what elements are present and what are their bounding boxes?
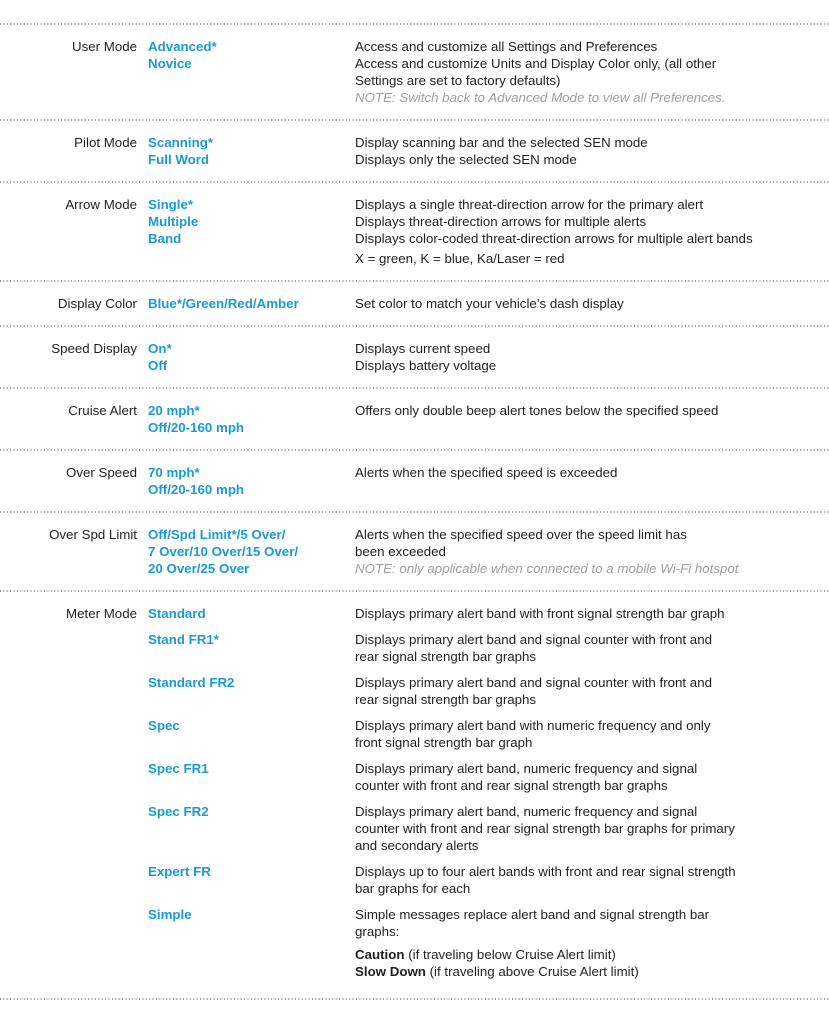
setting-label: Over Speed <box>66 465 137 480</box>
setting-row-display-color <box>0 282 829 325</box>
option-value: 20 mph* <box>148 403 200 418</box>
caution-label: Caution <box>355 947 405 962</box>
setting-label: Arrow Mode <box>65 197 137 212</box>
slow-down-label: Slow Down <box>355 964 426 979</box>
setting-description <box>355 760 823 794</box>
description-line: X = green, K = blue, Ka/Laser = red <box>355 251 565 266</box>
description-line: Alerts when the specified speed over the speed limit has <box>355 527 687 542</box>
description-line: Offers only double beep alert tones below the specified speed <box>355 403 719 418</box>
meter-entry-stand-fr1 <box>148 631 823 665</box>
description-line: and secondary alerts <box>355 838 479 853</box>
option-value: Simple <box>148 907 192 922</box>
setting-description <box>355 863 823 897</box>
setting-description <box>355 906 823 980</box>
description-line: counter with front and rear signal strength bar graphs <box>355 778 668 793</box>
option-value: Band <box>148 231 182 246</box>
setting-row-over-speed <box>0 451 829 511</box>
setting-options <box>148 526 344 577</box>
option-value: Stand FR1* <box>148 632 219 647</box>
description-line: Displays current speed <box>355 341 491 356</box>
description-line: rear signal strength bar graphs <box>355 692 537 707</box>
option-value: Multiple <box>148 214 199 229</box>
setting-label: Over Spd Limit <box>49 527 137 542</box>
setting-label: Cruise Alert <box>68 403 137 418</box>
description-line: Settings are set to factory defaults) <box>355 73 561 88</box>
description-line: Displays primary alert band with numeric frequency and only <box>355 718 711 733</box>
option-value: Blue*/Green/Red/Amber <box>148 296 299 311</box>
setting-description <box>355 38 823 106</box>
option-value: Off <box>148 358 168 373</box>
option-value: Scanning* <box>148 135 214 150</box>
setting-description <box>355 134 823 168</box>
setting-row-pilot-mode <box>0 121 829 181</box>
meter-entry-spec <box>148 717 823 751</box>
description-line: Displays a single threat-direction arrow for the primary alert <box>355 197 704 212</box>
description-line: Displays up to four alert bands with front and rear signal strength <box>355 864 736 879</box>
setting-row-speed-display <box>0 327 829 387</box>
setting-options <box>148 464 344 498</box>
description-line: counter with front and rear signal strength bar graphs for primary <box>355 821 735 836</box>
option-value: Spec FR1 <box>148 761 209 776</box>
description-line: Displays primary alert band, numeric frequency and signal <box>355 761 698 776</box>
caution-condition: (if traveling below Cruise Alert limit) <box>404 947 616 962</box>
setting-description <box>355 674 823 708</box>
option-value: Off/20-160 mph <box>148 420 245 435</box>
description-line: Set color to match your vehicle’s dash display <box>355 296 624 311</box>
setting-options <box>148 134 344 168</box>
setting-options <box>148 38 344 106</box>
setting-label: Meter Mode <box>66 606 137 621</box>
setting-row-cruise-alert <box>0 389 829 449</box>
option-value: 7 Over/10 Over/15 Over/ <box>148 544 299 559</box>
option-value: On* <box>148 341 172 356</box>
description-line: Displays battery voltage <box>355 358 497 373</box>
setting-description <box>355 717 823 751</box>
setting-description <box>355 196 823 267</box>
meter-entry-standard <box>148 605 823 622</box>
meter-mode-entries <box>148 605 823 980</box>
description-line: Displays threat-direction arrows for multiple alerts <box>355 214 647 229</box>
description-line: Displays primary alert band and signal counter with front and <box>355 632 712 647</box>
description-line: Simple messages replace alert band and signal strength bar <box>355 907 710 922</box>
setting-options <box>148 402 344 436</box>
top-spacer <box>0 0 829 23</box>
setting-row-user-mode <box>0 25 829 119</box>
description-line: been exceeded <box>355 544 446 559</box>
description-line: Displays primary alert band, numeric frequency and signal <box>355 804 698 819</box>
option-value: 70 mph* <box>148 465 200 480</box>
slow-down-message-line <box>355 963 823 980</box>
meter-entry-simple <box>148 906 823 980</box>
setting-description <box>355 605 823 622</box>
setting-label: Speed Display <box>51 341 137 356</box>
description-line: Displays primary alert band and signal counter with front and <box>355 675 712 690</box>
description-line: Access and customize Units and Display Color only, (all other <box>355 56 717 71</box>
option-value: Full Word <box>148 152 210 167</box>
caution-message-line <box>355 946 823 963</box>
option-value: Off/20-160 mph <box>148 482 245 497</box>
setting-label: Pilot Mode <box>74 135 137 150</box>
option-value: Standard FR2 <box>148 675 235 690</box>
option-value: Standard <box>148 606 206 621</box>
setting-label: User Mode <box>71 39 137 54</box>
setting-description <box>355 526 823 577</box>
option-value: Expert FR <box>148 864 211 879</box>
setting-row-meter-mode <box>0 592 829 998</box>
meter-entry-standard-fr2 <box>148 674 823 708</box>
setting-description <box>355 340 823 374</box>
setting-description <box>355 295 823 312</box>
description-line: bar graphs for each <box>355 881 471 896</box>
option-value: Spec <box>148 718 180 733</box>
option-value: Novice <box>148 56 192 71</box>
setting-row-over-spd-limit <box>0 513 829 590</box>
meter-entry-spec-fr1 <box>148 760 823 794</box>
option-value: Advanced* <box>148 39 217 54</box>
description-line: front signal strength bar graph <box>355 735 533 750</box>
description-line: Alerts when the specified speed is exceeded <box>355 465 618 480</box>
simple-mode-messages <box>355 946 823 980</box>
setting-row-arrow-mode <box>0 183 829 280</box>
setting-label: Display Color <box>57 296 137 311</box>
setting-options <box>148 295 344 312</box>
option-value: Single* <box>148 197 194 212</box>
description-line: Display scanning bar and the selected SEN mode <box>355 135 648 150</box>
description-line: Displays primary alert band with front signal strength bar graph <box>355 606 725 621</box>
description-line: Displays only the selected SEN mode <box>355 152 577 167</box>
meter-entry-spec-fr2 <box>148 803 823 854</box>
option-value: Off/Spd Limit*/5 Over/ <box>148 527 286 542</box>
setting-options <box>148 340 344 374</box>
setting-description <box>355 803 823 854</box>
setting-description <box>355 631 823 665</box>
setting-description <box>355 464 823 498</box>
setting-description <box>355 402 823 436</box>
description-line: rear signal strength bar graphs <box>355 649 537 664</box>
note-text: NOTE: Switch back to Advanced Mode to view all Preferences. <box>355 90 726 105</box>
option-value: 20 Over/25 Over <box>148 561 250 576</box>
description-line: graphs: <box>355 924 400 939</box>
note-text: NOTE: only applicable when connected to a mobile Wi-Fi hotspot <box>355 561 739 576</box>
description-line: Displays color-coded threat-direction arrows for multiple alert bands <box>355 231 753 246</box>
option-value: Spec FR2 <box>148 804 209 819</box>
bottom-spacer <box>0 1000 829 1022</box>
meter-entry-expert-fr <box>148 863 823 897</box>
slow-down-condition: (if traveling above Cruise Alert limit) <box>425 964 639 979</box>
setting-options <box>148 196 344 267</box>
description-line: Access and customize all Settings and Preferences <box>355 39 658 54</box>
